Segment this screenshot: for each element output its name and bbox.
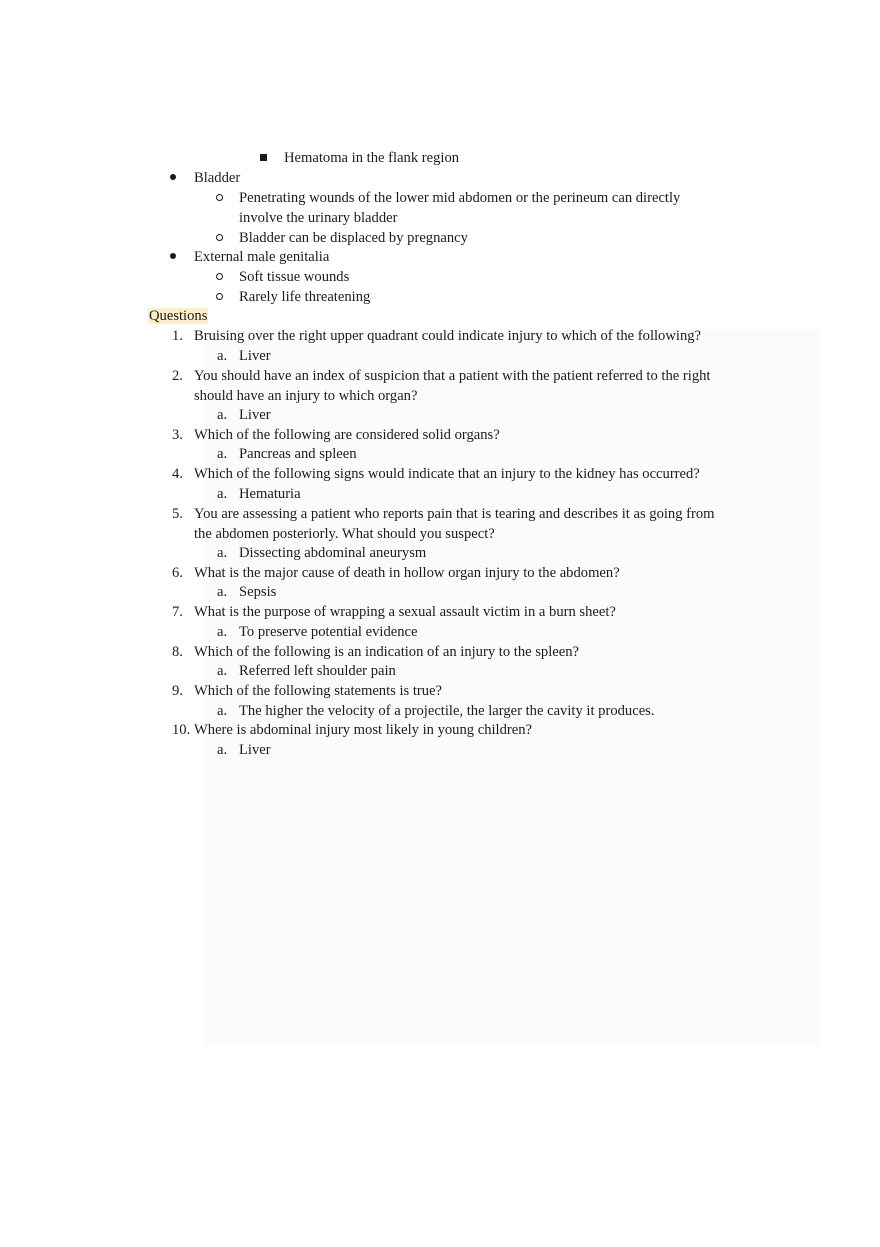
question-number: 6. bbox=[172, 565, 183, 581]
answer-marker: a. bbox=[217, 663, 228, 679]
question-number: 1. bbox=[172, 328, 183, 344]
note-genitalia-item1: Soft tissue wounds bbox=[239, 269, 350, 285]
question-number: 2. bbox=[172, 368, 183, 384]
answer-marker: a. bbox=[217, 545, 228, 561]
answer-text: Referred left shoulder pain bbox=[239, 663, 396, 679]
disc-bullet-icon bbox=[170, 169, 176, 189]
question-text-continued: should have an injury to which organ? bbox=[194, 388, 418, 404]
question-text-continued: the abdomen posteriorly. What should you suspect? bbox=[194, 526, 495, 542]
question-text: What is the purpose of wrapping a sexual assault victim in a burn sheet? bbox=[194, 604, 616, 620]
square-bullet-icon bbox=[260, 149, 267, 169]
note-bladder-item2: Bladder can be displaced by pregnancy bbox=[239, 230, 468, 246]
question-text: Which of the following is an indication of an injury to the spleen? bbox=[194, 644, 580, 660]
question-text: You should have an index of suspicion that a patient with the patient referred to the right bbox=[194, 368, 711, 384]
note-bladder-item1-line1: Penetrating wounds of the lower mid abdomen or the perineum can directly bbox=[239, 190, 681, 206]
questions-heading-text: Questions bbox=[149, 308, 208, 324]
question-text: You are assessing a patient who reports pain that is tearing and describes it as going from bbox=[194, 506, 715, 522]
question-number: 9. bbox=[172, 683, 183, 699]
circle-bullet-icon bbox=[216, 189, 223, 209]
question-text: Which of the following signs would indicate that an injury to the kidney has occurred? bbox=[194, 466, 700, 482]
answer-text: Dissecting abdominal aneurysm bbox=[239, 545, 427, 561]
question-number: 3. bbox=[172, 427, 183, 443]
question-number: 10. bbox=[172, 722, 191, 738]
answer-text: Hematuria bbox=[239, 486, 301, 502]
circle-bullet-icon bbox=[216, 288, 223, 308]
answer-text: The higher the velocity of a projectile, the larger the cavity it produces. bbox=[239, 703, 655, 719]
question-text: Which of the following are considered solid organs? bbox=[194, 427, 500, 443]
answer-marker: a. bbox=[217, 703, 228, 719]
question-number: 5. bbox=[172, 506, 183, 522]
circle-bullet-icon bbox=[216, 268, 223, 288]
circle-bullet-icon bbox=[216, 229, 223, 249]
question-number: 8. bbox=[172, 644, 183, 660]
question-text: What is the major cause of death in hollow organ injury to the abdomen? bbox=[194, 565, 620, 581]
answer-marker: a. bbox=[217, 584, 228, 600]
question-number: 4. bbox=[172, 466, 183, 482]
note-bladder-item1-line2: involve the urinary bladder bbox=[239, 210, 398, 226]
note-hematoma: Hematoma in the flank region bbox=[284, 150, 460, 166]
note-genitalia-item2: Rarely life threatening bbox=[239, 289, 371, 305]
answer-marker: a. bbox=[217, 407, 228, 423]
answer-marker: a. bbox=[217, 486, 228, 502]
question-text: Which of the following statements is true? bbox=[194, 683, 443, 699]
answer-text: To preserve potential evidence bbox=[239, 624, 418, 640]
note-genitalia-title: External male genitalia bbox=[194, 249, 330, 265]
answer-text: Liver bbox=[239, 407, 271, 423]
answer-marker: a. bbox=[217, 624, 228, 640]
answer-text: Liver bbox=[239, 742, 271, 758]
question-text: Bruising over the right upper quadrant could indicate injury to which of the following? bbox=[194, 328, 702, 344]
note-bladder-title: Bladder bbox=[194, 170, 241, 186]
answer-text: Pancreas and spleen bbox=[239, 446, 357, 462]
question-number: 7. bbox=[172, 604, 183, 620]
disc-bullet-icon bbox=[170, 248, 176, 268]
answer-marker: a. bbox=[217, 742, 228, 758]
answer-text: Liver bbox=[239, 348, 271, 364]
question-text: Where is abdominal injury most likely in young children? bbox=[194, 722, 533, 738]
questions-heading bbox=[148, 307, 208, 327]
answer-marker: a. bbox=[217, 446, 228, 462]
answer-marker: a. bbox=[217, 348, 228, 364]
answer-text: Sepsis bbox=[239, 584, 277, 600]
